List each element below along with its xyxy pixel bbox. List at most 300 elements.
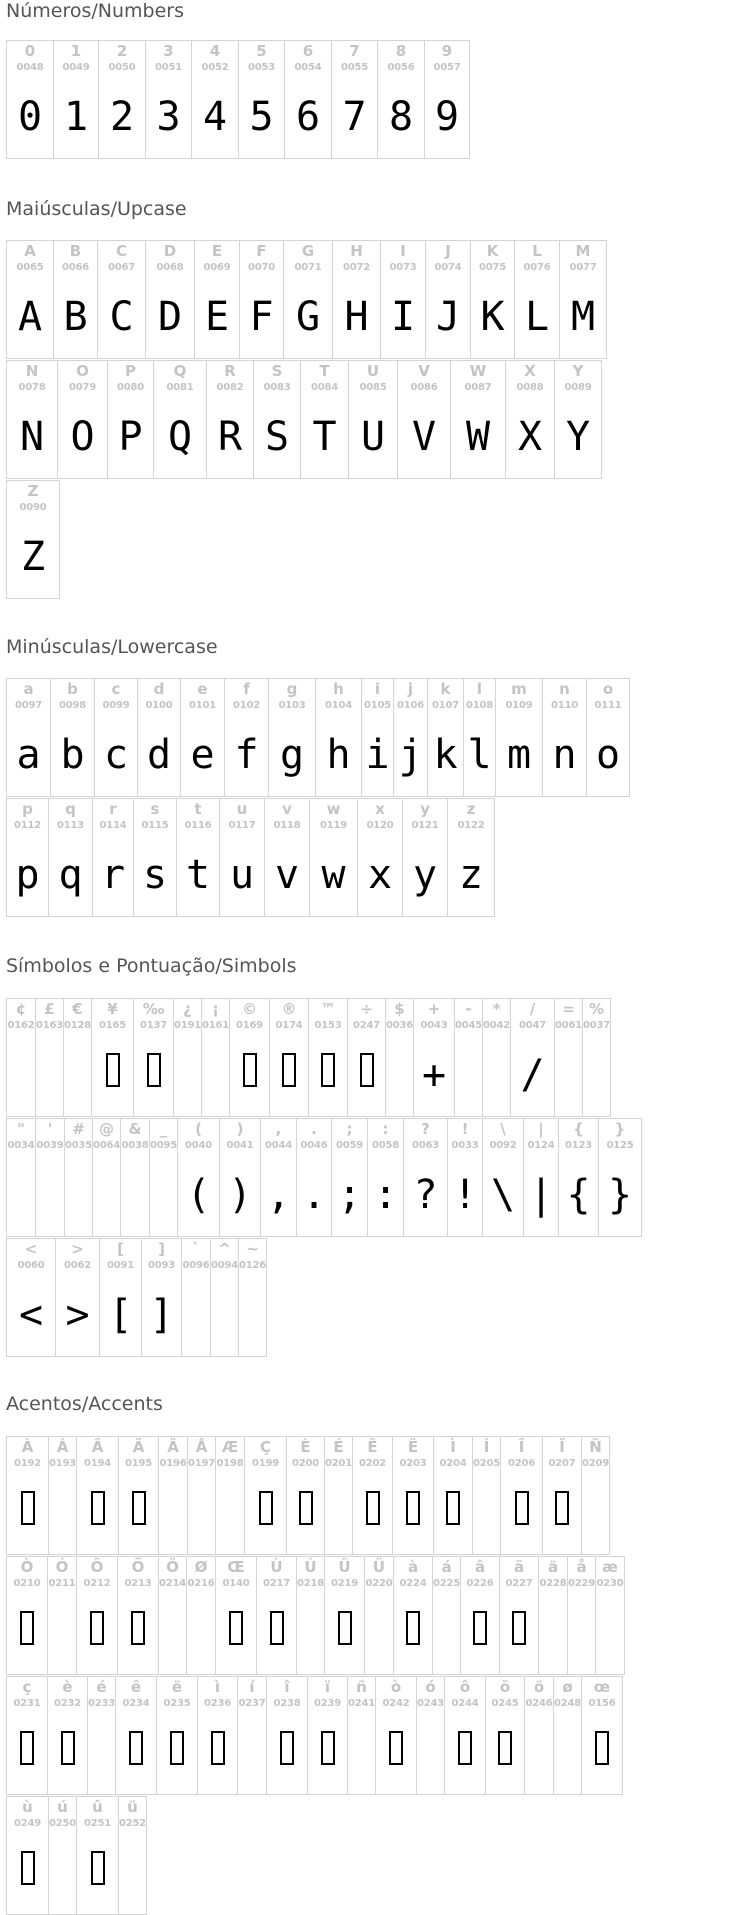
glyph-sample: g	[279, 732, 305, 778]
glyph-code: 0162	[7, 1020, 35, 1031]
glyph-code: 0064	[93, 1140, 121, 1151]
glyph-label: g	[286, 680, 298, 698]
glyph-code: 0252	[119, 1818, 147, 1829]
glyph-code: 0093	[147, 1260, 176, 1271]
glyph-code: 0209	[582, 1458, 610, 1469]
glyph-sample: ?	[413, 1172, 438, 1218]
glyph-cell	[361, 678, 394, 797]
missing-glyph-box-icon	[21, 1851, 35, 1885]
glyph-label: 1	[70, 42, 82, 60]
glyph-cell	[99, 1238, 142, 1357]
glyph-cell	[554, 360, 602, 479]
glyph-code: 0068	[156, 262, 184, 273]
glyph-label: I	[400, 242, 406, 260]
glyph-cell	[424, 40, 470, 159]
glyph-code: 0121	[411, 820, 439, 831]
glyph-label: #	[72, 1120, 85, 1138]
glyph-label: ò	[390, 1678, 402, 1696]
glyph-label: (	[195, 1120, 202, 1138]
glyph-cell	[416, 1676, 445, 1795]
glyph-code: 0163	[36, 1020, 64, 1031]
glyph-sample: 2	[109, 94, 135, 140]
glyph-code: 0125	[606, 1140, 634, 1151]
glyph-code: 0046	[300, 1140, 328, 1151]
glyph-label: ¡	[212, 1000, 219, 1018]
glyph-sample: 3	[156, 94, 181, 140]
glyph-label: 6	[302, 42, 314, 60]
glyph-label: ¥	[107, 1000, 118, 1018]
glyph-code: 0066	[61, 262, 90, 273]
missing-glyph-box-icon	[389, 1731, 403, 1765]
glyph-cell	[6, 798, 49, 917]
glyph-sample: Z	[20, 534, 46, 580]
glyph-label: Ö	[166, 1558, 179, 1576]
glyph-code: 0081	[166, 382, 194, 393]
glyph-sample: W	[465, 414, 491, 460]
glyph-cell	[538, 1556, 568, 1675]
glyph-code: 0058	[371, 1140, 400, 1151]
glyph-sample: A	[17, 294, 43, 340]
glyph-code: 0065	[16, 262, 44, 273]
glyph-code: 0095	[150, 1140, 178, 1151]
glyph-code: 0198	[216, 1458, 244, 1469]
missing-glyph-box-icon	[91, 1491, 105, 1525]
glyph-label: +	[427, 1000, 441, 1018]
glyph-cell	[296, 1556, 325, 1675]
glyph-code: 0083	[263, 382, 291, 393]
glyph-sample: S	[264, 414, 290, 460]
glyph-cell	[6, 1436, 49, 1555]
glyph-label: 3	[163, 42, 174, 60]
glyph-label: 8	[395, 42, 407, 60]
glyph-code: 0245	[491, 1698, 519, 1709]
glyph-code: 0206	[507, 1458, 536, 1469]
glyph-cell	[268, 678, 316, 797]
glyph-cell	[367, 1118, 404, 1237]
glyph-label: P	[125, 362, 136, 380]
glyph-label: l	[476, 680, 483, 698]
glyph-code: 0109	[505, 700, 533, 711]
glyph-cell	[156, 1676, 198, 1795]
glyph-cell	[145, 40, 192, 159]
glyph-label: ó	[425, 1678, 436, 1696]
glyph-code: 0106	[396, 700, 425, 711]
missing-glyph-box-icon	[515, 1491, 529, 1525]
glyph-cell	[454, 998, 483, 1117]
glyph-row	[6, 798, 629, 917]
glyph-label: o	[602, 680, 614, 698]
glyph-cell	[554, 998, 583, 1117]
section-title-symbols: Símbolos e Pontuação/Simbols	[6, 955, 297, 977]
glyph-code: 0110	[550, 700, 579, 711]
glyph-sample: b	[60, 732, 85, 778]
glyph-code: 0165	[98, 1020, 127, 1031]
glyph-cell	[224, 678, 269, 797]
missing-glyph-box-icon	[321, 1731, 335, 1765]
glyph-label: D	[163, 242, 177, 260]
glyph-cell	[347, 1676, 376, 1795]
glyph-sample: K	[480, 294, 505, 340]
glyph-code: 0085	[359, 382, 387, 393]
glyph-label: ©	[242, 1000, 257, 1018]
glyph-cell	[215, 1556, 257, 1675]
glyph-code: 0036	[386, 1020, 414, 1031]
glyph-sample: (	[186, 1172, 211, 1218]
glyph-sample: |	[528, 1172, 554, 1218]
glyph-cell	[256, 1556, 297, 1675]
glyph-label: "	[17, 1120, 25, 1138]
glyph-label: G	[301, 242, 315, 260]
glyph-label: Ø	[194, 1558, 208, 1576]
glyph-label: Ä	[167, 1438, 179, 1456]
glyph-cell	[186, 1556, 216, 1675]
glyph-cell	[6, 1238, 56, 1357]
glyph-code: 0082	[216, 382, 244, 393]
glyph-code: 0089	[564, 382, 592, 393]
glyph-cell	[187, 1436, 216, 1555]
glyph-row	[6, 1118, 641, 1237]
glyph-code: 0101	[188, 700, 217, 711]
glyph-cell	[133, 798, 177, 917]
glyph-cell	[463, 678, 496, 797]
glyph-cell	[153, 360, 207, 479]
glyph-code: 0043	[420, 1020, 448, 1031]
missing-glyph-box-icon	[321, 1053, 335, 1087]
glyph-cell	[307, 1676, 348, 1795]
glyph-label: ü	[127, 1798, 138, 1816]
glyph-label: Ï	[559, 1438, 565, 1456]
glyph-code: 0239	[313, 1698, 342, 1709]
glyph-cell	[582, 998, 611, 1117]
glyph-sample: d	[146, 732, 172, 778]
glyph-label: ë	[171, 1678, 183, 1696]
glyph-label: k	[440, 680, 451, 698]
glyph-label: u	[236, 800, 248, 818]
missing-glyph-box-icon	[299, 1491, 313, 1525]
glyph-code: 0059	[335, 1140, 364, 1151]
glyph-code: 0055	[340, 62, 369, 73]
glyph-code: 0238	[273, 1698, 301, 1709]
glyph-code: 0153	[314, 1020, 342, 1031]
glyph-code: 0039	[36, 1140, 64, 1151]
glyph-code: 0071	[294, 262, 322, 273]
glyph-cell	[433, 1436, 473, 1555]
glyph-code: 0156	[588, 1698, 616, 1709]
glyph-code: 0196	[159, 1458, 187, 1469]
glyph-cell	[210, 1238, 239, 1357]
glyph-cell	[523, 1118, 559, 1237]
glyph-code: 0217	[262, 1578, 291, 1589]
glyph-code: 0233	[88, 1698, 116, 1709]
glyph-sample: Y	[565, 414, 591, 460]
glyph-label: è	[62, 1678, 73, 1696]
glyph-code: 0113	[56, 820, 85, 831]
missing-glyph-box-icon	[360, 1053, 374, 1087]
missing-glyph-box-icon	[61, 1731, 75, 1765]
glyph-row	[6, 998, 641, 1117]
glyph-code: 0124	[527, 1140, 555, 1151]
glyph-cell	[482, 998, 511, 1117]
glyph-cell	[300, 360, 349, 479]
glyph-code: 0242	[382, 1698, 410, 1709]
glyph-cell	[177, 1118, 220, 1237]
missing-glyph-box-icon	[147, 1053, 161, 1087]
glyph-grid-symbols	[6, 998, 641, 1357]
glyph-label: Q	[173, 362, 187, 380]
glyph-label: ì	[214, 1678, 221, 1696]
glyph-sample: u	[229, 852, 255, 898]
glyph-cell	[219, 798, 265, 917]
glyph-label: ä	[547, 1558, 559, 1576]
glyph-label: v	[282, 800, 292, 818]
glyph-code: 0051	[154, 62, 183, 73]
glyph-cell	[63, 998, 92, 1117]
glyph-label: j	[407, 680, 414, 698]
glyph-cell	[53, 40, 99, 159]
glyph-sample: H	[344, 294, 369, 340]
glyph-sample: c	[103, 732, 129, 778]
glyph-code: 0228	[539, 1578, 567, 1589]
glyph-code: 0052	[201, 62, 229, 73]
glyph-label: -	[465, 1000, 472, 1018]
glyph-cell	[6, 480, 60, 599]
glyph-label: Y	[572, 362, 584, 380]
glyph-sample: i	[365, 732, 390, 778]
missing-glyph-box-icon	[282, 1053, 296, 1087]
glyph-cell	[485, 1676, 525, 1795]
glyph-sample: V	[411, 414, 437, 460]
glyph-label: &	[128, 1120, 142, 1138]
glyph-cell	[260, 1118, 297, 1237]
glyph-sample: n	[552, 732, 577, 778]
glyph-code: 0117	[228, 820, 256, 831]
glyph-sample: t	[185, 852, 211, 898]
glyph-code: 0250	[49, 1818, 77, 1829]
glyph-code: 0211	[48, 1578, 76, 1589]
glyph-cell	[219, 1118, 261, 1237]
missing-glyph-box-icon	[90, 1611, 104, 1645]
glyph-cell	[35, 1118, 65, 1237]
glyph-cell	[460, 1556, 500, 1675]
glyph-code: 0193	[49, 1458, 77, 1469]
glyph-label: t	[194, 800, 202, 818]
glyph-cell	[500, 1436, 543, 1555]
missing-glyph-box-icon	[259, 1491, 273, 1525]
glyph-label: a	[23, 680, 34, 698]
glyph-label: Ô	[90, 1558, 104, 1576]
glyph-cell	[385, 998, 414, 1117]
glyph-code: 0120	[366, 820, 394, 831]
glyph-code: 0169	[235, 1020, 264, 1031]
glyph-sample: F	[249, 294, 274, 340]
glyph-sample: w	[321, 852, 346, 898]
glyph-label: B	[69, 242, 82, 260]
glyph-cell	[266, 1676, 308, 1795]
glyph-sample: J	[435, 294, 461, 340]
glyph-code: 0062	[63, 1260, 92, 1271]
glyph-cell	[6, 240, 54, 359]
glyph-label: W	[469, 362, 487, 380]
glyph-cell	[118, 1436, 159, 1555]
glyph-cell	[149, 1118, 178, 1237]
glyph-cell	[181, 1238, 211, 1357]
glyph-sample: X	[517, 414, 543, 460]
glyph-code: 0033	[451, 1140, 479, 1151]
missing-glyph-box-icon	[91, 1851, 105, 1885]
glyph-code: 0041	[226, 1140, 254, 1151]
glyph-cell	[397, 360, 451, 479]
glyph-label: Ã	[132, 1438, 145, 1456]
glyph-code: 0054	[294, 62, 322, 73]
glyph-sample: o	[595, 732, 621, 778]
glyph-grid-upcase	[6, 240, 606, 599]
glyph-row	[6, 240, 606, 359]
glyph-label: Û	[338, 1558, 351, 1576]
glyph-cell	[425, 240, 471, 359]
glyph-label: ÷	[360, 1000, 373, 1018]
glyph-code: 0227	[505, 1578, 533, 1589]
glyph-grid-accents	[6, 1436, 624, 1915]
glyph-cell	[380, 240, 426, 359]
glyph-label: F	[256, 242, 267, 260]
glyph-sample: L	[524, 294, 550, 340]
glyph-code: 0038	[121, 1140, 149, 1151]
glyph-sample: 7	[342, 94, 367, 140]
glyph-cell	[324, 1436, 353, 1555]
glyph-label: €	[72, 1000, 83, 1018]
glyph-cell	[352, 1436, 393, 1555]
missing-glyph-box-icon	[446, 1491, 460, 1525]
glyph-sample: M	[570, 294, 596, 340]
glyph-label: q	[65, 800, 76, 818]
glyph-code: 0201	[325, 1458, 353, 1469]
glyph-code: 0161	[202, 1020, 230, 1031]
glyph-code: 0247	[352, 1020, 381, 1031]
glyph-label: S	[271, 362, 283, 380]
glyph-cell	[6, 678, 51, 797]
glyph-code: 0231	[13, 1698, 41, 1709]
glyph-cell	[137, 678, 181, 797]
glyph-label: d	[153, 680, 165, 698]
glyph-cell	[375, 1676, 417, 1795]
glyph-sample: 0	[17, 94, 43, 140]
glyph-label: J	[445, 242, 451, 260]
glyph-code: 0214	[159, 1578, 187, 1589]
glyph-sample: {	[566, 1172, 591, 1218]
glyph-code: 0112	[13, 820, 42, 831]
glyph-label: é	[96, 1678, 107, 1696]
glyph-sample: s	[142, 852, 168, 898]
glyph-sample: 6	[295, 94, 321, 140]
glyph-code: 0219	[330, 1578, 359, 1589]
glyph-sample: j	[398, 732, 423, 778]
glyph-label: h	[333, 680, 344, 698]
glyph-code: 0090	[19, 502, 47, 513]
glyph-code: 0097	[14, 700, 43, 711]
glyph-code: 0137	[139, 1020, 168, 1031]
glyph-label: C	[115, 242, 127, 260]
glyph-code: 0204	[439, 1458, 467, 1469]
glyph-row	[6, 1436, 624, 1555]
glyph-cell	[427, 678, 464, 797]
glyph-sample: R	[217, 414, 243, 460]
glyph-code: 0105	[363, 700, 392, 711]
missing-glyph-box-icon	[280, 1731, 294, 1765]
glyph-code: 0074	[434, 262, 462, 273]
glyph-code: 0086	[410, 382, 438, 393]
glyph-label: Z	[27, 482, 39, 500]
glyph-sample: z	[458, 852, 484, 898]
missing-glyph-box-icon	[229, 1611, 243, 1645]
glyph-code: 0234	[122, 1698, 150, 1709]
glyph-sample: T	[312, 414, 337, 460]
missing-glyph-box-icon	[270, 1611, 284, 1645]
glyph-cell	[586, 678, 630, 797]
glyph-label: >	[71, 1240, 84, 1258]
glyph-label: œ	[593, 1678, 611, 1696]
glyph-cell	[598, 1118, 642, 1237]
glyph-sample: r	[100, 852, 126, 898]
glyph-cell	[244, 1436, 287, 1555]
glyph-cell	[510, 998, 555, 1117]
glyph-label: ø	[562, 1678, 573, 1696]
glyph-label: \	[500, 1120, 506, 1138]
glyph-label: Î	[518, 1438, 525, 1456]
glyph-label: ç	[22, 1678, 32, 1696]
glyph-code: 0076	[523, 262, 551, 273]
glyph-code: 0048	[16, 62, 44, 73]
glyph-sample: 9	[434, 94, 460, 140]
glyph-label: ^	[218, 1240, 231, 1258]
glyph-cell	[229, 998, 270, 1117]
glyph-cell	[6, 1556, 48, 1675]
glyph-cell	[47, 1556, 77, 1675]
section-title-upcase: Maiúsculas/Upcase	[6, 198, 187, 220]
glyph-cell	[432, 1556, 461, 1675]
glyph-cell	[48, 1436, 77, 1555]
glyph-cell	[107, 360, 154, 479]
missing-glyph-box-icon	[406, 1611, 420, 1645]
glyph-cell	[413, 998, 455, 1117]
glyph-label: =	[562, 1000, 575, 1018]
glyph-cell	[6, 360, 58, 479]
glyph-cell	[364, 1556, 394, 1675]
glyph-cell	[308, 998, 348, 1117]
glyph-sample: )	[227, 1172, 253, 1218]
missing-glyph-box-icon	[20, 1611, 34, 1645]
glyph-code: 0037	[583, 1020, 611, 1031]
glyph-cell	[283, 240, 333, 359]
glyph-cell	[158, 1556, 187, 1675]
glyph-code: 0115	[141, 820, 169, 831]
glyph-cell	[92, 1118, 121, 1237]
glyph-cell	[57, 360, 108, 479]
glyph-cell	[348, 360, 398, 479]
glyph-row	[6, 1796, 624, 1915]
glyph-cell	[482, 1118, 524, 1237]
glyph-label: ï	[324, 1678, 331, 1696]
glyph-cell	[542, 1436, 582, 1555]
glyph-cell	[120, 1118, 150, 1237]
glyph-label: *	[492, 1000, 501, 1018]
glyph-code: 0079	[68, 382, 97, 393]
glyph-label: û	[92, 1798, 103, 1816]
glyph-code: 0203	[399, 1458, 427, 1469]
glyph-label: M	[575, 242, 591, 260]
glyph-grid-lowercase	[6, 678, 629, 917]
glyph-cell	[450, 360, 506, 479]
glyph-cell	[269, 998, 309, 1117]
